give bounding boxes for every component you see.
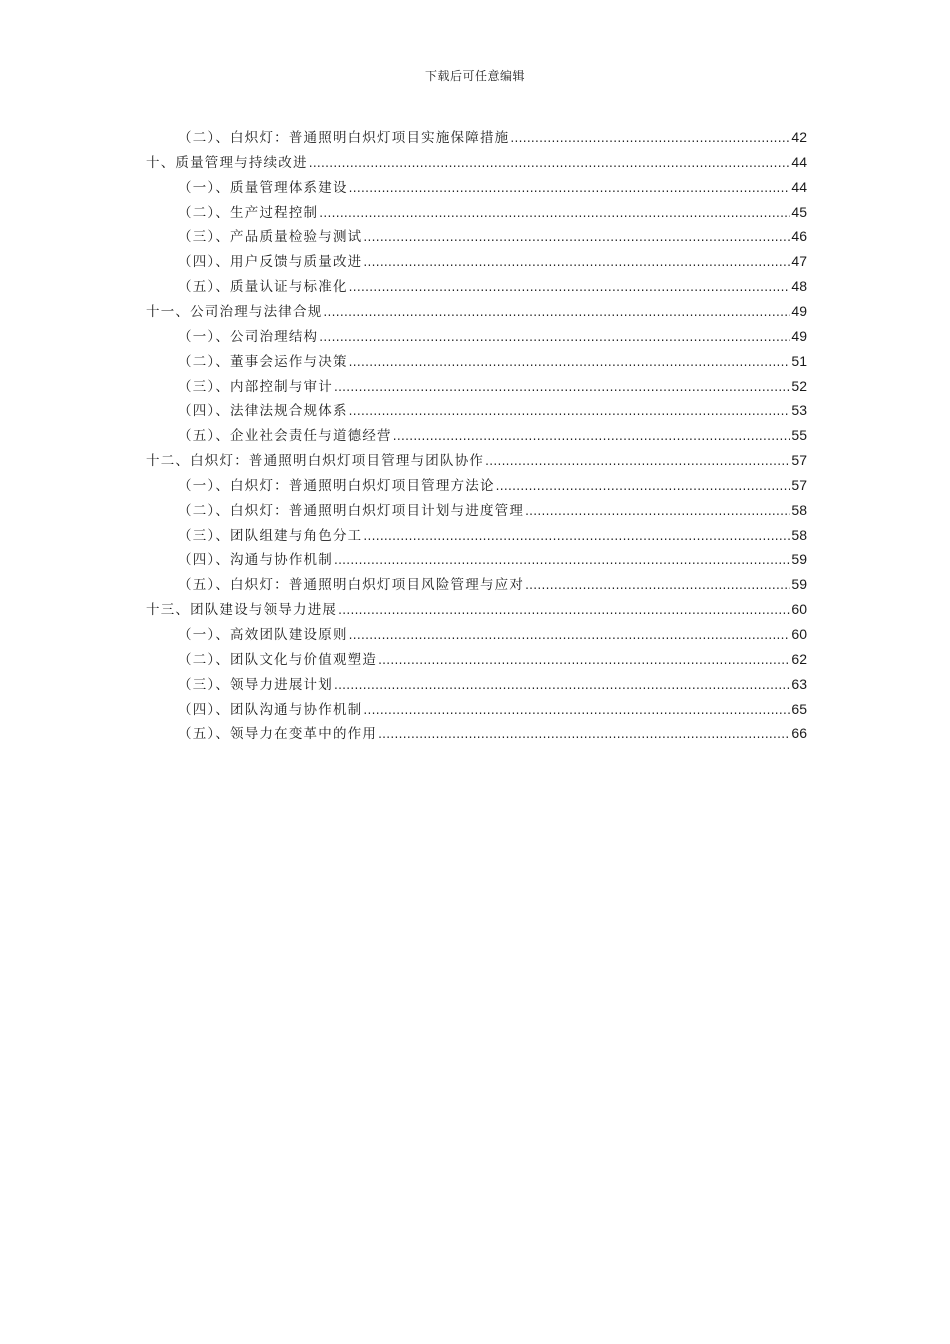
toc-page-number: 59 [791,551,807,568]
toc-entry-title: （一）、质量管理体系建设 [178,179,348,196]
toc-entry-title: （一）、高效团队建设原则 [178,627,348,643]
toc-page-number: 42 [791,129,807,145]
toc-dot-leader [334,548,790,572]
toc-section-entry[interactable] [178,224,807,248]
toc-entry-title: （四）、团队沟通与协作机制 [178,701,363,718]
toc-dot-leader [378,722,790,746]
toc-page-number: 58 [791,526,807,543]
toc-page-number: 53 [791,402,807,419]
toc-dot-leader [510,126,790,150]
toc-entry-title: （五）、白炽灯：普通照明白炽灯项目风险管理与应对 [178,577,525,594]
toc-entry-title: （二）、生产过程控制 [178,204,319,221]
toc-dot-leader [309,151,791,175]
toc-entry-title: （五）、领导力在变革中的作用 [178,726,378,743]
toc-entry-title: （三）、领导力进展计划 [178,676,333,693]
toc-page-number: 46 [791,228,807,245]
toc-entry-title: （二）、白炽灯：普通照明白炽灯项目实施保障措施 [178,130,510,146]
toc-section-entry[interactable] [178,523,807,547]
toc-section-entry[interactable] [178,374,807,398]
toc-page-number: 62 [791,650,807,667]
toc-page-number: 57 [791,452,807,469]
toc-page-number: 59 [791,576,807,593]
toc-chapter-entry[interactable] [146,299,807,323]
toc-chapter-entry[interactable] [146,597,807,621]
toc-section-entry[interactable] [178,498,807,522]
toc-dot-leader [349,350,791,374]
toc-dot-leader [485,449,790,473]
toc-entry-title: （五）、质量认证与标准化 [178,279,348,296]
toc-page-number: 58 [791,501,807,518]
toc-entry-title: （二）、白炽灯：普通照明白炽灯项目计划与进度管理 [178,502,525,519]
toc-page-number: 45 [791,203,807,220]
toc-dot-leader [393,424,791,448]
toc-page-number: 55 [791,427,807,444]
toc-dot-leader [349,623,791,647]
toc-page-number: 48 [791,278,807,295]
toc-section-entry[interactable] [178,721,807,745]
toc-dot-leader [323,300,790,324]
toc-section-entry[interactable] [178,175,807,199]
toc-entry-title: （二）、董事会运作与决策 [178,353,348,370]
toc-page-number: 66 [791,725,807,742]
toc-dot-leader [319,325,790,349]
toc-page-number: 63 [791,675,807,692]
toc-section-entry[interactable] [178,697,807,721]
toc-page-number: 49 [791,302,807,319]
toc-entry-title: （一）、公司治理结构 [178,328,319,345]
toc-dot-leader [363,524,790,548]
toc-dot-leader [378,648,790,672]
toc-dot-leader [363,225,790,249]
toc-dot-leader [334,673,790,697]
toc-section-entry[interactable] [178,249,807,273]
page-header: 下载后可任意编辑 [424,69,525,83]
toc-dot-leader [334,375,790,399]
toc-section-entry[interactable] [178,572,807,596]
toc-section-entry[interactable] [178,200,807,224]
toc-page-number: 44 [791,178,807,195]
toc-entry-title: （四）、法律法规合规体系 [178,403,348,420]
toc-entry-title: 十三、团队建设与领导力进展 [146,602,338,619]
toc-page-number: 49 [791,327,807,344]
toc-dot-leader [349,176,791,200]
toc-section-entry[interactable] [178,349,807,373]
toc-dot-leader [496,474,791,498]
toc-entry-title: （一）、白炽灯：普通照明白炽灯项目管理方法论 [178,477,495,494]
toc-entry-title: （四）、用户反馈与质量改进 [178,254,363,271]
toc-section-entry[interactable] [178,647,807,671]
toc-page-number: 57 [791,476,807,493]
toc-chapter-entry[interactable] [146,448,807,472]
toc-section-entry[interactable] [178,324,807,348]
toc-dot-leader [349,275,791,299]
toc-dot-leader [363,698,790,722]
toc-section-entry[interactable] [178,473,807,497]
toc-chapter-entry[interactable] [146,150,807,174]
toc-page-number: 60 [791,601,807,618]
toc-dot-leader [363,250,790,274]
toc-page-number: 65 [791,700,807,717]
toc-page-number: 47 [791,253,807,270]
toc-page-number: 51 [791,352,807,369]
toc-section-entry[interactable] [178,672,807,696]
toc-section-entry[interactable] [178,274,807,298]
toc-entry-title: 十二、白炽灯：普通照明白炽灯项目管理与团队协作 [146,453,485,470]
toc-entry-title: （五）、企业社会责任与道德经营 [178,428,392,445]
toc-dot-leader [338,598,790,622]
toc-section-entry[interactable] [178,423,807,447]
toc-entry-title: （三）、产品质量检验与测试 [178,229,363,246]
toc-dot-leader [319,201,790,225]
toc-section-entry[interactable] [178,125,807,149]
toc-section-entry[interactable] [178,547,807,571]
toc-dot-leader [525,499,790,523]
toc-page-number: 52 [791,377,807,394]
toc-dot-leader [349,399,791,423]
toc-entry-title: （四）、沟通与协作机制 [178,552,333,569]
toc-entry-title: 十一、公司治理与法律合规 [146,303,323,320]
toc-section-entry[interactable] [178,398,807,422]
toc-dot-leader [525,573,790,597]
toc-entry-title: （二）、团队文化与价值观塑造 [178,651,378,668]
toc-page-number: 60 [791,626,807,642]
toc-entry-title: 十、质量管理与持续改进 [146,154,308,171]
toc-section-entry[interactable] [178,622,807,646]
toc-entry-title: （三）、内部控制与审计 [178,378,333,395]
toc-page-number: 44 [791,153,807,170]
toc-entry-title: （三）、团队组建与角色分工 [178,527,363,544]
